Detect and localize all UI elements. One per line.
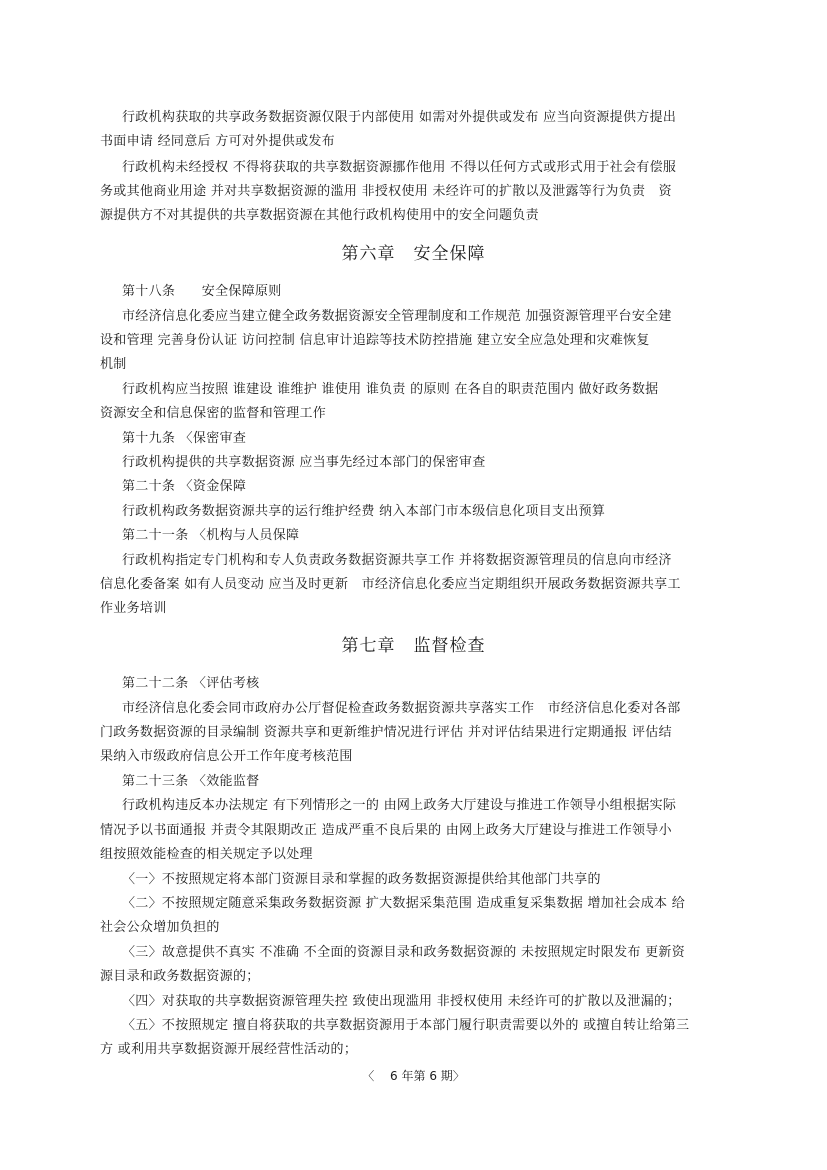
paragraph-line: 市经济信息化委会同市政府办公厅督促检查政务数据资源共享落实工作 市经济信息化委对各部 [122, 701, 681, 716]
list-item: 〈四〉对获取的共享数据资源管理失控 致使出现滥用 非授权使用 未经许可的扩散以及泄漏的； [122, 994, 681, 1009]
paragraph-line: 行政机构获取的共享政务数据资源仅限于内部使用 如需对外提供或发布 应当向资源提供方提出 [122, 110, 677, 125]
paragraph-line: 行政机构指定专门机构和专人负责政务数据资源共享工作 并将数据资源管理员的信息向市经济 [122, 553, 672, 568]
list-item: 〈五〉不按照规定 擅自将获取的共享数据资源用于本部门履行职责需要以外的 或擅自转让给第三 [122, 1018, 690, 1033]
paragraph-line: 门政务数据资源的目录编制 资源共享和更新维护情况进行评估 并对评估结果进行定期通报 评估结 [100, 725, 672, 740]
paragraph-line: 机制 [100, 357, 127, 372]
paragraph-line: 务或其他商业用途 并对共享数据资源的滥用 非授权使用 未经许可的扩散以及泄露等行为负责 资 [100, 184, 672, 199]
paragraph-line: 书面申请 经同意后 方可对外提供或发布 [100, 134, 335, 149]
paragraph-line: 市经济信息化委应当建立健全政务数据资源安全管理制度和工作规范 加强资源管理平台安全建 [122, 309, 672, 324]
paragraph-line: 行政机构政务数据资源共享的运行维护经费 纳入本部门市本级信息化项目支出预算 [122, 504, 606, 519]
list-item: 〈三〉故意提供不真实 不准确 不全面的资源目录和政务数据资源的 未按照规定时限发布 更新资 [122, 945, 686, 960]
article-title: 第十八条 安全保障原则 [122, 284, 282, 299]
page-footer: 〈 6 年第 6 期〉 [362, 1069, 465, 1083]
chapter-heading: 第六章 安全保障 [341, 244, 486, 264]
paragraph-line: 社会公众增加负担的 [100, 920, 220, 935]
paragraph-line: 情况予以书面通报 并责令其限期改正 造成严重不良后果的 由网上政务大厅建设与推进工作领导小 [100, 823, 672, 838]
paragraph-line: 设和管理 完善身份认证 访问控制 信息审计追踪等技术防控措施 建立安全应急处理和灾难恢复 [100, 333, 650, 348]
paragraph-line: 源目录和政务数据资源的； [100, 969, 260, 984]
paragraph-line: 组按照效能检查的相关规定予以处理 [100, 847, 313, 862]
chapter-heading: 第七章 监督检查 [341, 636, 486, 656]
paragraph-line: 行政机构提供的共享数据资源 应当事先经过本部门的保密审查 [122, 455, 486, 470]
paragraph-line: 行政机构未经授权 不得将获取的共享数据资源挪作他用 不得以任何方式或形式用于社会有偿服 [122, 160, 677, 175]
paragraph-line: 行政机构应当按照 谁建设 谁维护 谁使用 谁负责 的原则 在各自的职责范围内 做好政务数据 [122, 382, 659, 397]
paragraph-line: 果纳入市级政府信息公开工作年度考核范围 [100, 749, 353, 764]
article-title: 第二十一条 〈机构与人员保障 [122, 528, 300, 543]
list-item: 〈一〉不按照规定将本部门资源目录和掌握的政务数据资源提供给其他部门共享的 [122, 872, 601, 887]
article-title: 第二十二条 〈评估考核 [122, 676, 260, 691]
paragraph-line: 信息化委备案 如有人员变动 应当及时更新 市经济信息化委应当定期组织开展政务数据资源共享工 [100, 577, 681, 592]
list-item: 〈二〉不按照规定随意采集政务数据资源 扩大数据采集范围 造成重复采集数据 增加社会成本 给 [122, 896, 686, 911]
paragraph-line: 作业务培训 [100, 601, 167, 616]
paragraph-line: 资源安全和信息保密的监督和管理工作 [100, 406, 327, 421]
paragraph-line: 行政机构违反本办法规定 有下列情形之一的 由网上政务大厅建设与推进工作领导小组根据实际 [122, 798, 677, 813]
paragraph-line: 方 或利用共享数据资源开展经营性活动的； [100, 1042, 358, 1057]
article-title: 第二十三条 〈效能监督 [122, 774, 260, 789]
article-title: 第十九条 〈保密审查 [122, 431, 247, 446]
paragraph-line: 源提供方不对其提供的共享数据资源在其他行政机构使用中的安全问题负责 [100, 208, 539, 223]
article-title: 第二十条 〈资金保障 [122, 479, 247, 494]
